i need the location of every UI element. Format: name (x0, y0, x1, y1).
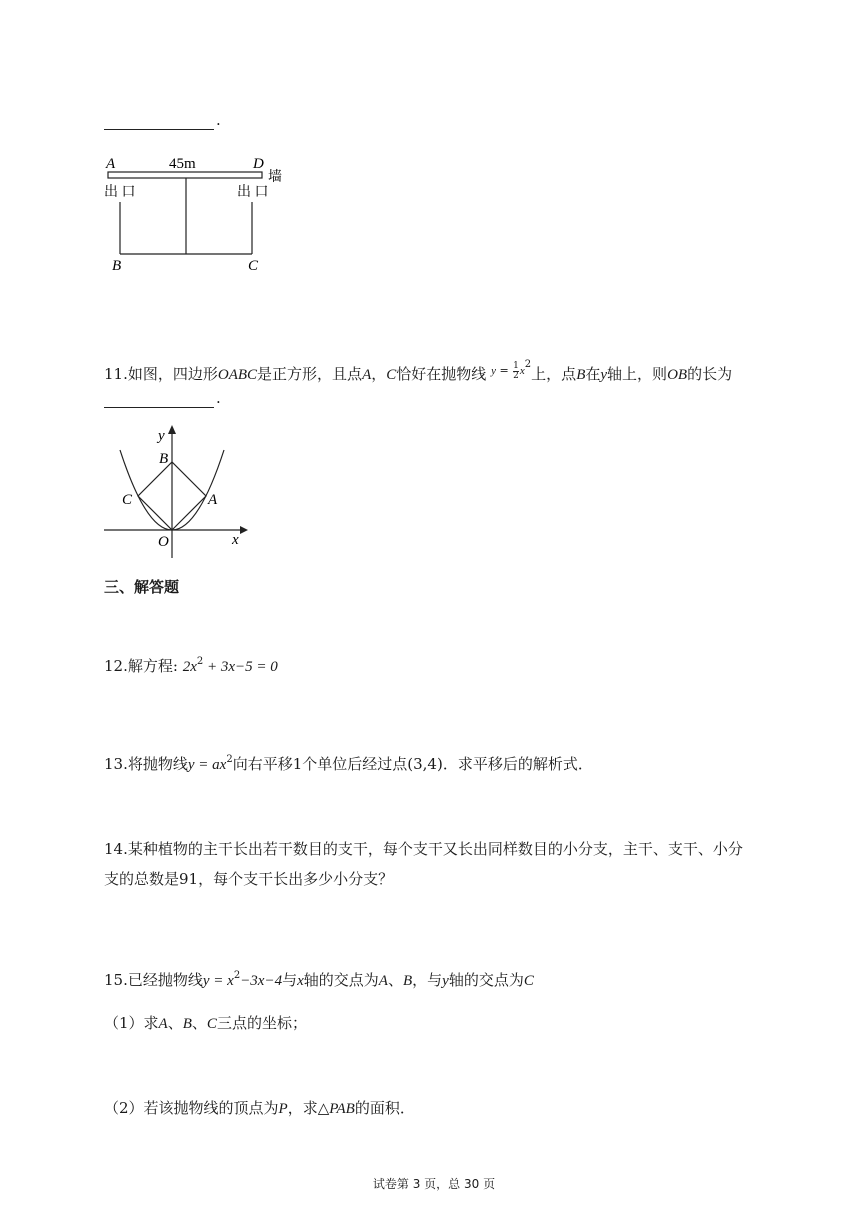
label-B: B (112, 258, 122, 274)
fence-diagram (96, 150, 296, 275)
label-D: D (253, 156, 264, 172)
label-wall: 墙 (268, 170, 282, 185)
label-A: A (208, 492, 218, 508)
section-title: 三、解答题 (104, 578, 180, 596)
fraction-half: $\frac{1}{2}$ (513, 360, 519, 381)
question-15-part-2: （2）若该抛物线的顶点为P，求△PAB的面积． (104, 1099, 415, 1117)
question-11: 11.如图，四边形OABC是正方形，且点A，C恰好在抛物线 $^{y = \frac{1}{2} x2}$上，点B在y轴上，则OB的长为 (104, 359, 733, 383)
label-exit-left: 出 口 (104, 185, 136, 200)
label-y: y (158, 428, 165, 444)
q11-answer-line: . (104, 388, 221, 408)
label-exit-right: 出 口 (237, 185, 269, 200)
question-15-part-1: （1）求A、B、C三点的坐标； (104, 1014, 307, 1032)
label-A: A (106, 156, 116, 172)
question-13: 13.将抛物线$y = ax^2$向右平移1个单位后经过点(3,4)．求平移后的解析式． (104, 754, 593, 773)
question-15: 15.已经抛物线$y = x^2-3x-4$与x轴的交点为A、B，与y轴的交点为C (104, 970, 534, 989)
parabola-equation: y = 1 2 x2 (491, 359, 532, 381)
answer-blank (104, 115, 214, 130)
parabola-square-figure (96, 420, 256, 560)
label-C: C (248, 258, 259, 274)
label-C: C (122, 492, 133, 508)
page-footer: 试卷第 3 页，总 30 页 (372, 1177, 496, 1191)
question-14-line-1: 14.某种植物的主干长出若干数目的支干，每个支干又长出同样数目的小分支，主干、支干、小分 (104, 840, 743, 858)
label-O: O (158, 534, 169, 550)
label-x: x (232, 532, 239, 548)
question-12: 12.解方程: $2x^2 + 3x-5 = 0$ (104, 656, 278, 675)
label-width: 45m (169, 156, 196, 172)
label-B: B (159, 451, 169, 467)
y-axis-arrow (168, 425, 176, 434)
question-14-line-2: 支的总数是91，每个支干长出多少小分支？ (104, 870, 394, 888)
q10-answer-line: . (104, 110, 221, 130)
x-axis-arrow (240, 526, 248, 534)
wall-bar (108, 172, 262, 178)
answer-blank (104, 393, 214, 408)
